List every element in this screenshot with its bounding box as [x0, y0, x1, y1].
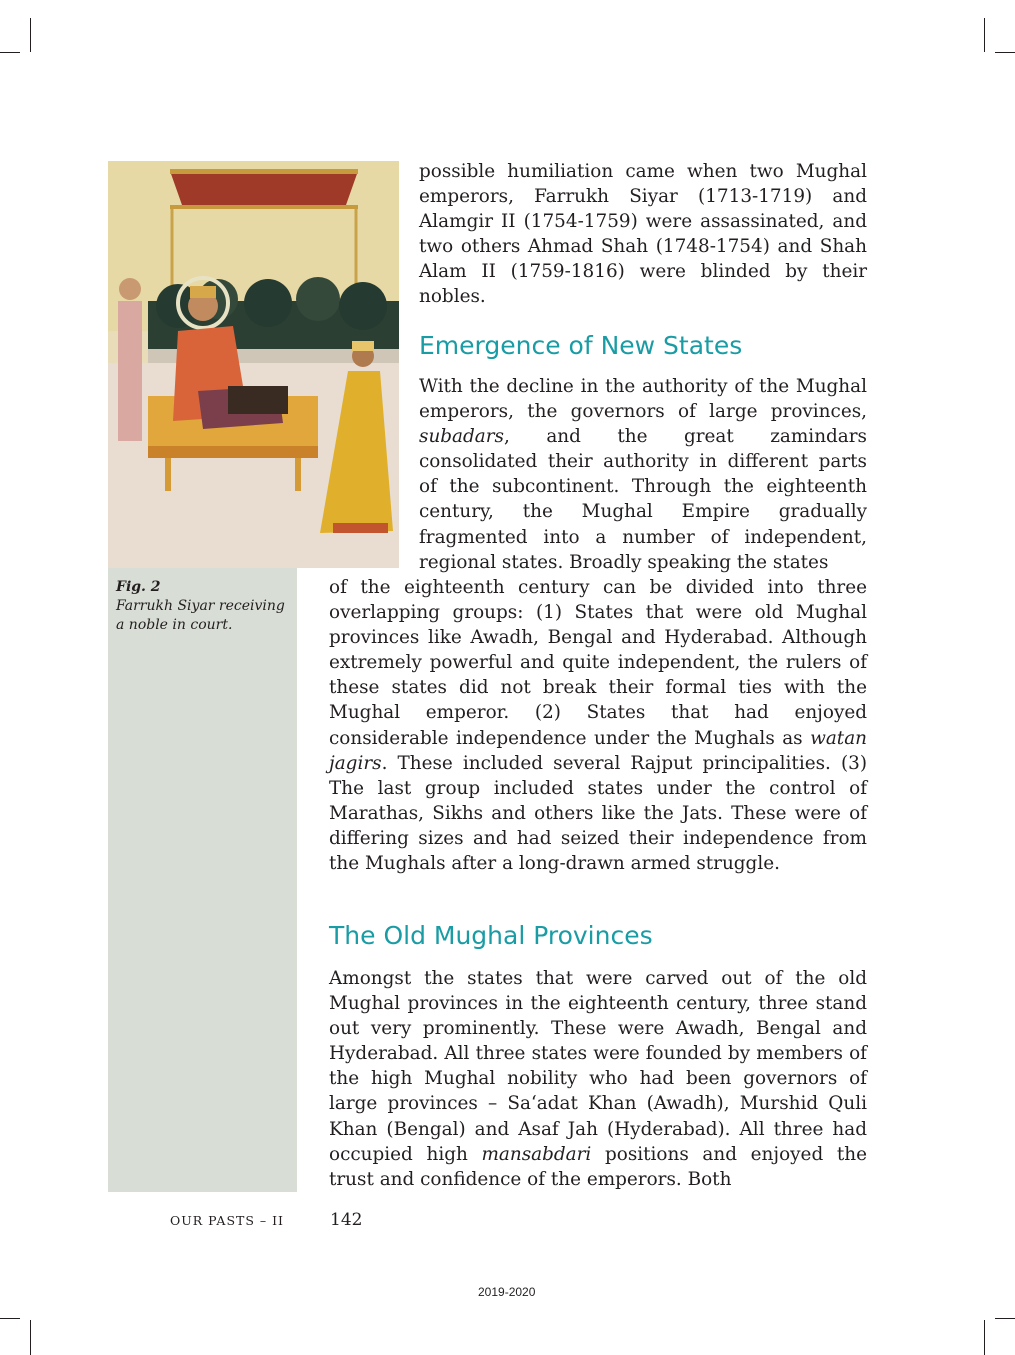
- emergence-text-2: , and the great zamindars consolidated their authority in different parts of the subcontinent. Through the eighteenth century, the Mughal Empire gradually fragmented into a number of independent, regional states. Broadly speaking the states: [419, 426, 867, 573]
- emergence-paragraph-continued: [329, 575, 867, 876]
- edition-year: 2019-2020: [478, 1285, 536, 1299]
- caption-panel: [108, 568, 297, 1192]
- crop-mark: [30, 18, 31, 52]
- term-mansabdari: mansabdari: [481, 1143, 592, 1165]
- court-painting: [108, 161, 399, 568]
- emergence-cont-text-2: . These included several Rajput principalities. (3) The last group included states under the control of Marathas, Sikhs and others like the Jats. These were of differing sizes and had seized their independence from the Mughals after a long-drawn armed struggle.: [329, 752, 867, 875]
- provinces-paragraph: [329, 966, 867, 1192]
- crop-mark: [0, 1318, 20, 1319]
- crop-mark: [30, 1320, 31, 1355]
- crop-mark: [0, 52, 20, 53]
- emergence-cont-text-1: of the eighteenth century can be divided into three overlapping groups: (1) States that were old Mughal provinces like Awadh, Bengal and Hyderabad. Although extremely powerful and quite independent, the rulers of these states did not break their formal ties with the Mughal emperor. (2) States that had enjoyed considerable independence under the Mughals as: [329, 577, 867, 749]
- crop-mark: [995, 1318, 1015, 1319]
- intro-paragraph: possible humiliation came when two Mughal emperors, Farrukh Siyar (1713-1719) and Alamgir II (1754-1759) were assassinated, and two others Ahmad Shah (1748-1754) and Shah Alam II (1759-1816) were blinded by their nobles.: [419, 161, 867, 308]
- figure-caption: [116, 578, 286, 635]
- page-number: 142: [330, 1210, 363, 1230]
- term-watan-jagirs: watan jagirs: [329, 727, 867, 774]
- provinces-text-1: Amongst the states that were carved out of the old Mughal provinces in the eighteenth century, three stand out very prominently. These were Awadh, Bengal and Hyderabad. All three states were founded by members of the high Mughal nobility who had been governors of large provinces – Sa‘adat Khan (Awadh), Murshid Quli Khan (Bengal) and Asaf Jah (Hyderabad). All three had occupied high: [329, 968, 867, 1165]
- book-title: OUR PASTS – II: [170, 1213, 284, 1228]
- crop-mark: [984, 1320, 985, 1355]
- crop-mark: [995, 52, 1015, 53]
- emergence-text-1: With the decline in the authority of the Mughal emperors, the governors of large provinces,: [419, 376, 867, 423]
- figure-number: Fig. 2: [116, 579, 161, 595]
- crop-mark: [984, 18, 985, 52]
- figure-caption-text: Farrukh Siyar receiving a noble in court.: [116, 598, 285, 633]
- heading-old-mughal-provinces: The Old Mughal Provinces: [329, 921, 653, 950]
- provinces-text-2: positions and enjoyed the trust and confidence of the emperors. Both: [329, 1143, 867, 1190]
- emergence-paragraph: [419, 374, 867, 575]
- heading-emergence-new-states: Emergence of New States: [419, 331, 743, 360]
- term-subadars: subadars: [419, 426, 504, 448]
